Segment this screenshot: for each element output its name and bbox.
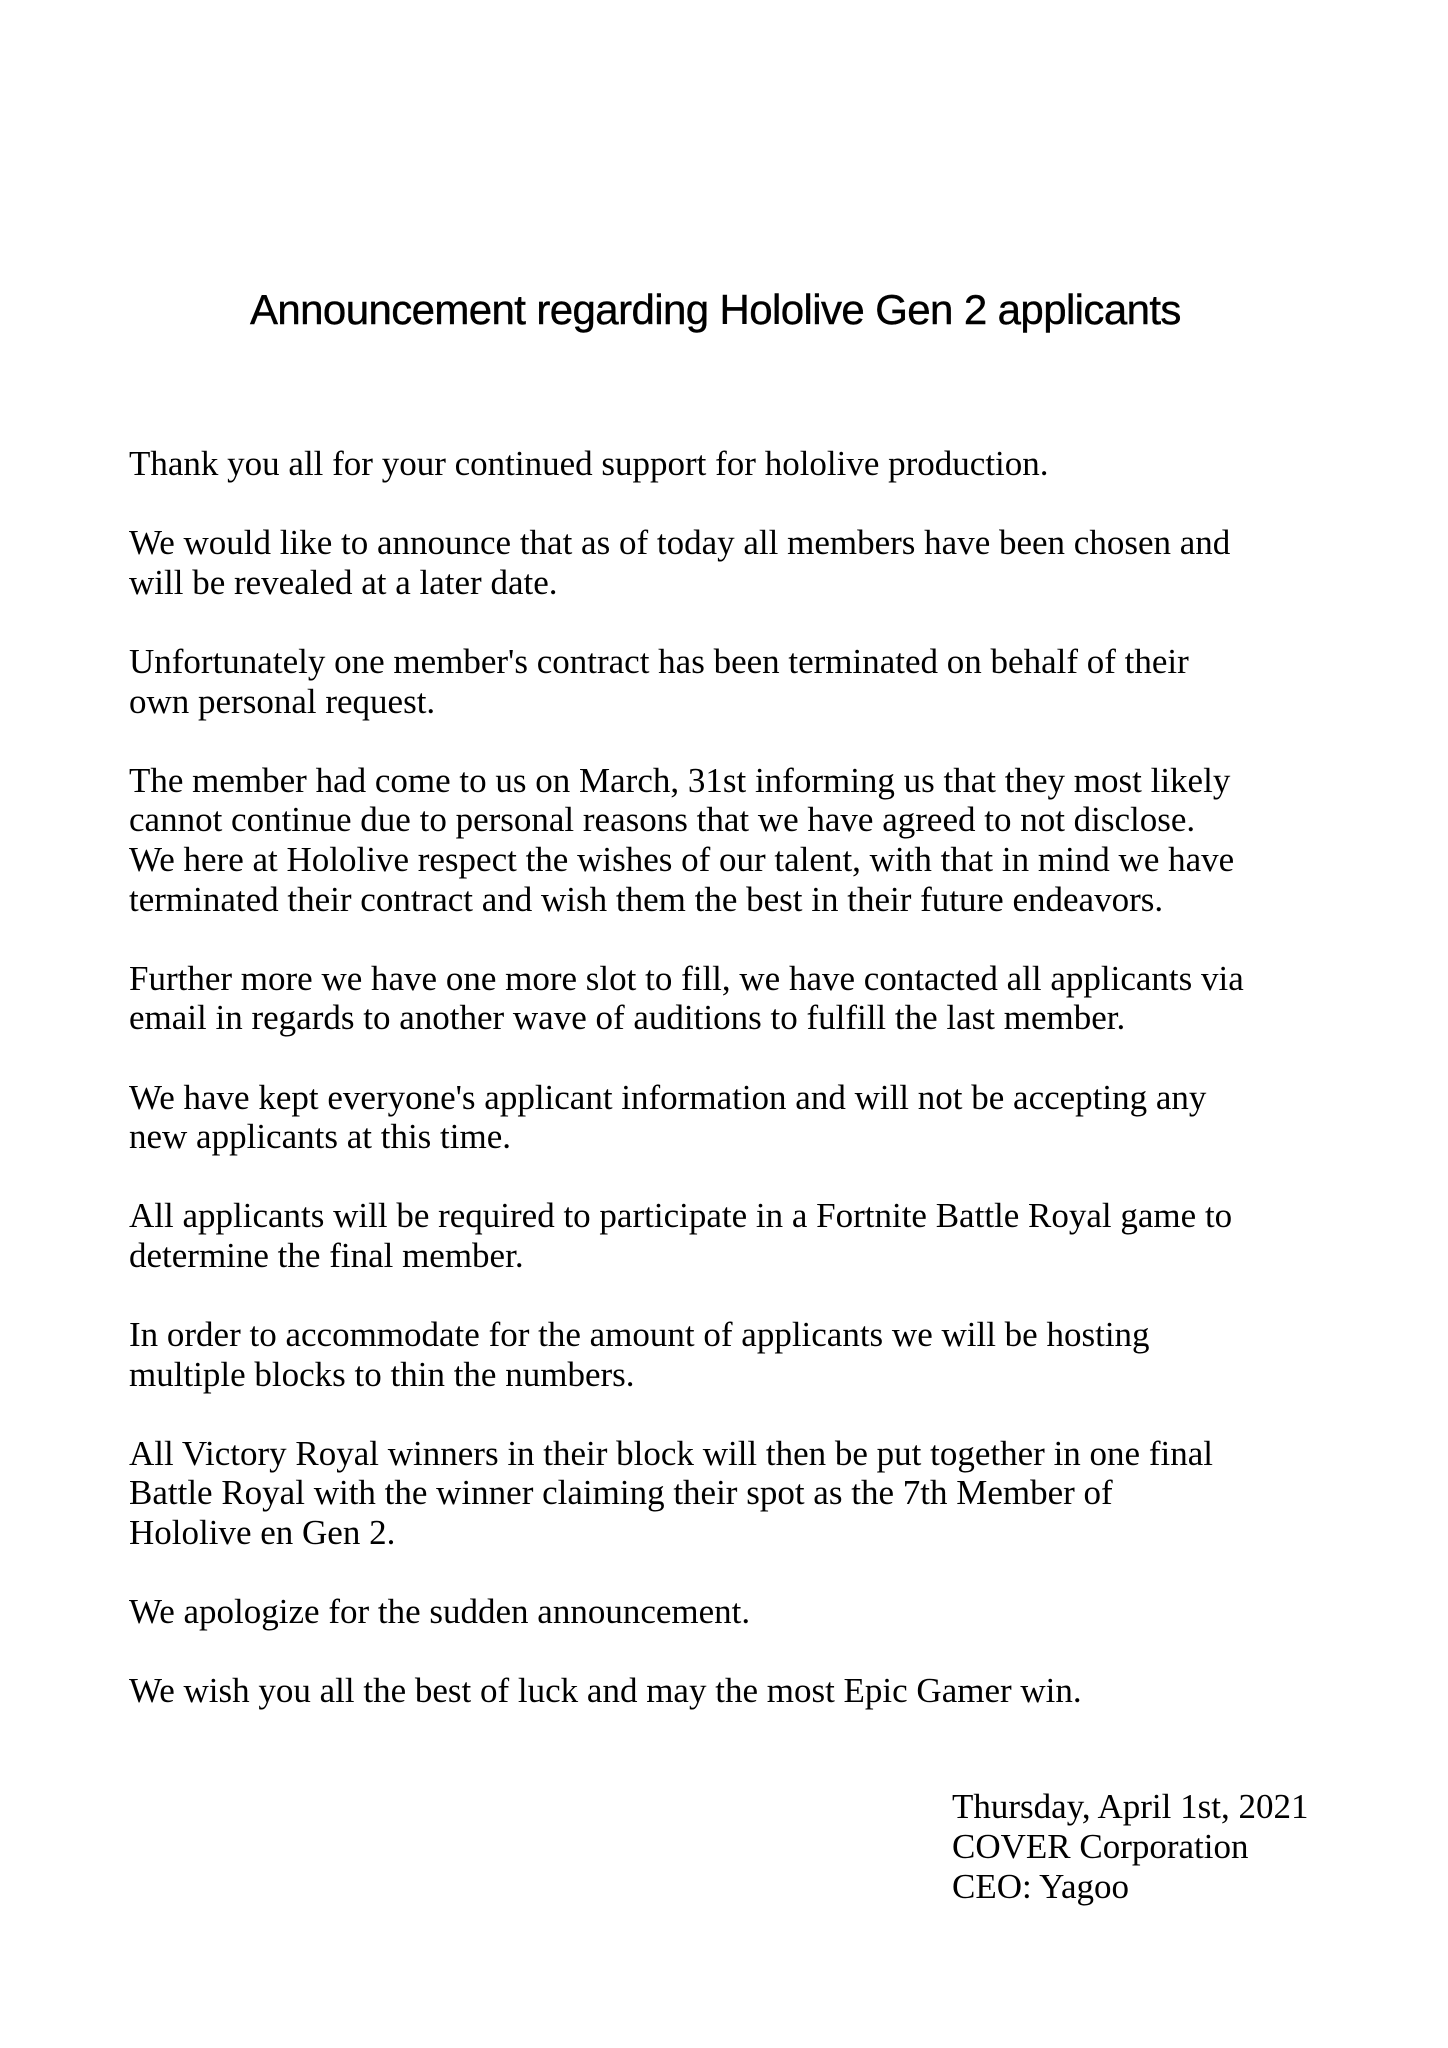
text-line: All Victory Royal winners in their block will then be put together in one final (129, 1433, 1213, 1473)
text-line: Thank you all for your continued support for hololive production. (129, 444, 1049, 483)
signature-ceo: CEO: Yagoo (952, 1867, 1129, 1906)
text-line: We would like to announce that as of today all members have been chosen and (129, 523, 1231, 563)
paragraph-blocks (129, 1315, 1329, 1394)
text-line: determine the final member. (129, 1235, 524, 1275)
signature-block (952, 1787, 1308, 1907)
paragraph-fortnite (129, 1196, 1329, 1275)
text-line: We apologize for the sudden announcement. (129, 1592, 751, 1632)
text-line: We wish you all the best of luck and may the most Epic Gamer win. (129, 1671, 1082, 1711)
text-line: cannot continue due to personal reasons that we have agreed to not disclose. (129, 800, 1196, 840)
document-body (129, 444, 1329, 1751)
paragraph-slot-to-fill (129, 959, 1329, 1038)
paragraph-applicant-info (129, 1078, 1329, 1157)
text-line: email in regards to another wave of auditions to fulfill the last member. (129, 998, 1126, 1038)
document-title: Announcement regarding Hololive Gen 2 applicants (250, 286, 1181, 333)
text-line: Further more we have one more slot to fill, we have contacted all applicants via (129, 958, 1244, 998)
paragraph-good-luck (129, 1671, 1329, 1711)
text-line: We have kept everyone's applicant information and will not be accepting any (129, 1077, 1207, 1117)
paragraph-member-details (129, 761, 1329, 919)
text-line: new applicants at this time. (129, 1117, 511, 1157)
signature-company: COVER Corporation (952, 1827, 1249, 1866)
text-line: The member had come to us on March, 31st informing us that they most likely (129, 760, 1231, 800)
text-line: multiple blocks to thin the numbers. (129, 1354, 635, 1394)
text-line: We here at Hololive respect the wishes of our talent, with that in mind we have (129, 839, 1235, 879)
text-line: terminated their contract and wish them the best in their future endeavors. (129, 879, 1164, 919)
text-line: will be revealed at a later date. (129, 562, 558, 602)
text-line: Battle Royal with the winner claiming their spot as the 7th Member of (129, 1473, 1113, 1513)
text-line: Hololive en Gen 2. (129, 1513, 396, 1553)
text-line: All applicants will be required to participate in a Fortnite Battle Royal game to (129, 1196, 1233, 1236)
text-line: In order to accommodate for the amount of applicants we will be hosting (129, 1315, 1150, 1355)
text-line: own personal request. (129, 681, 436, 721)
signature-date: Thursday, April 1st, 2021 (952, 1787, 1309, 1826)
paragraph-contract-terminated (129, 642, 1329, 721)
paragraph-thanks (129, 444, 1329, 484)
paragraph-members-chosen (129, 523, 1329, 602)
text-line: Unfortunately one member's contract has been terminated on behalf of their (129, 641, 1189, 681)
paragraph-apology (129, 1592, 1329, 1632)
paragraph-final-battle (129, 1434, 1329, 1553)
